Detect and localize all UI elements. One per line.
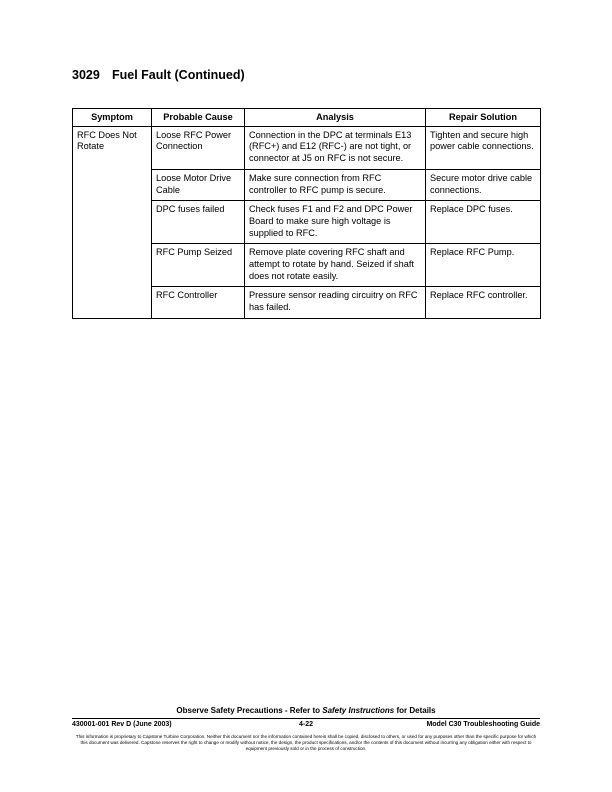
safety-notice-prefix: Observe Safety Precautions - Refer to [176, 706, 323, 715]
repair-cell: Replace RFC controller. [426, 287, 541, 318]
table-row [73, 126, 541, 169]
proprietary-disclaimer: This information is proprietary to Capstone Turbine Corporation. Neither this document nor the information contained herein shall be copied, disclosed to others, or used for any purposes other than the specific purpose for which this document was delivered. Capstone reserves the right to change or modify without notice, the design, the product specifications, and/or the contents of this document without incurring any obligation either with respect to equipment previously sold or in the process of construction. [75, 734, 537, 751]
cause-cell: Loose Motor Drive Cable [152, 169, 245, 200]
footer-info-row [72, 721, 540, 731]
cause-cell: RFC Controller [152, 287, 245, 318]
troubleshooting-table [72, 108, 541, 319]
cause-cell: Loose RFC Power Connection [152, 126, 245, 169]
analysis-cell: Remove plate covering RFC shaft and attempt to rotate by hand. Seized if shaft does not rotate easily. [245, 244, 426, 287]
header-analysis: Analysis [245, 109, 426, 127]
header-probable-cause: Probable Cause [152, 109, 245, 127]
section-title: Fuel Fault (Continued) [112, 68, 245, 82]
symptom-cell: RFC Does Not Rotate [73, 126, 152, 318]
safety-notice-suffix: for Details [394, 706, 436, 715]
cause-cell: DPC fuses failed [152, 201, 245, 244]
analysis-cell: Make sure connection from RFC controller to RFC pump is secure. [245, 169, 426, 200]
repair-cell: Replace RFC Pump. [426, 244, 541, 287]
footer-divider [72, 718, 540, 719]
table-header-row [73, 109, 541, 127]
document-number: 430001-001 Rev D (June 2003) [72, 721, 172, 728]
header-symptom: Symptom [73, 109, 152, 127]
repair-cell: Replace DPC fuses. [426, 201, 541, 244]
section-heading [72, 68, 245, 82]
safety-notice [0, 706, 612, 715]
page-number: 4-22 [298, 721, 313, 728]
repair-cell: Tighten and secure high power cable connections. [426, 126, 541, 169]
analysis-cell: Connection in the DPC at terminals E13 (RFC+) and E12 (RFC-) are not tight, or connector at J5 on RFC is not secure. [245, 126, 426, 169]
repair-cell: Secure motor drive cable connections. [426, 169, 541, 200]
analysis-cell: Check fuses F1 and F2 and DPC Power Board to make sure high voltage is supplied to RFC. [245, 201, 426, 244]
safety-instructions-reference: Safety Instructions [322, 706, 395, 715]
section-number: 3029 [72, 68, 100, 82]
cause-cell: RFC Pump Seized [152, 244, 245, 287]
guide-title: Model C30 Troubleshooting Guide [426, 721, 540, 728]
analysis-cell: Pressure sensor reading circuitry on RFC has failed. [245, 287, 426, 318]
header-repair-solution: Repair Solution [426, 109, 541, 127]
